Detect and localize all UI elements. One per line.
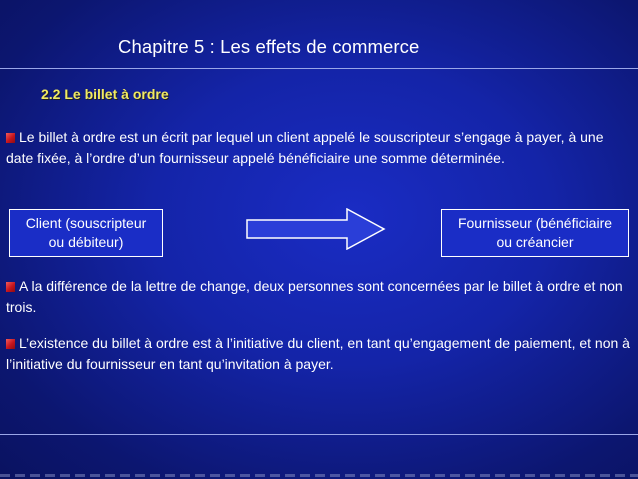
square-bullet-icon — [6, 339, 15, 349]
paragraph-definition — [6, 127, 632, 169]
supplier-box — [441, 209, 629, 257]
section-subtitle: 2.2 Le billet à ordre — [41, 86, 169, 102]
right-arrow-icon — [246, 208, 386, 250]
client-box-line-1: Client (souscripteur — [25, 215, 147, 231]
supplier-box-line-1: Fournisseur (bénéficiaire — [457, 215, 613, 231]
square-bullet-icon — [6, 133, 15, 143]
paragraph-initiative-text: L’existence du billet à ordre est à l’initiative du client, en tant qu’engagement de paiement, et non à l’initiative du fournisseur en tant qu’invitation à payer. — [6, 335, 630, 372]
bottom-divider — [0, 434, 638, 435]
paragraph-definition-text: Le billet à ordre est un écrit par lequel un client appelé le souscripteur s’engage à payer, à une date fixée, à l’ordre d’un fournisseur appelé bénéficiaire une somme déterminée. — [6, 129, 604, 166]
paragraph-initiative — [6, 333, 632, 375]
top-divider — [0, 68, 638, 69]
footer-dashes — [0, 474, 638, 477]
paragraph-difference-text: A la différence de la lettre de change, deux personnes sont concernées par le billet à ordre et non trois. — [6, 278, 623, 315]
supplier-box-line-2: ou créancier — [496, 234, 574, 250]
paragraph-difference — [6, 276, 632, 318]
square-bullet-icon — [6, 282, 15, 292]
client-box — [9, 209, 163, 257]
client-box-line-2: ou débiteur) — [48, 234, 124, 250]
slide-title: Chapitre 5 : Les effets de commerce — [118, 36, 420, 57]
